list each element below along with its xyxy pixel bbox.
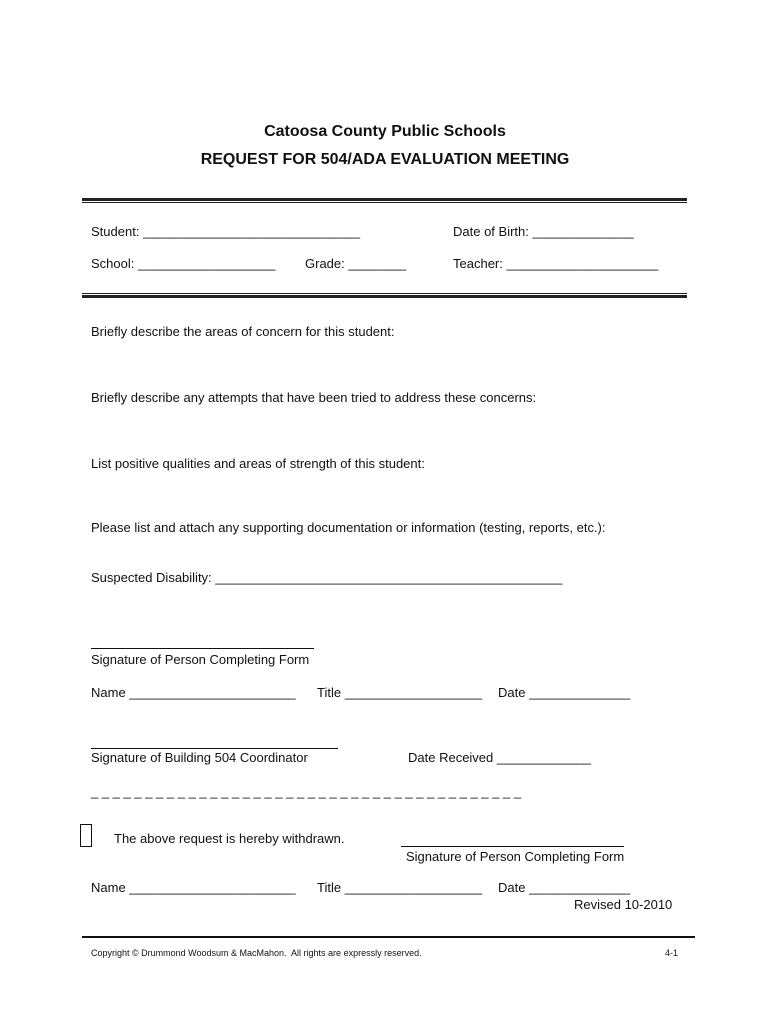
cut-line-divider: _ _ _ _ _ _ _ _ _ _ _ _ _ _ _ _ _ _ _ _ _ _ _ _ _ _ _ _ _ _ _ _ _ _ _ _ _ _ _ _ bbox=[91, 784, 522, 799]
page-number: 4-1 bbox=[665, 948, 679, 958]
withdrawal-date-field[interactable]: Date ______________ bbox=[498, 880, 631, 895]
withdrawal-title-field[interactable]: Title ___________________ bbox=[317, 880, 483, 895]
withdrawal-checkbox[interactable] bbox=[80, 824, 92, 847]
withdrawal-name-field[interactable]: Name _______________________ bbox=[91, 880, 296, 895]
form-title: REQUEST FOR 504/ADA EVALUATION MEETING bbox=[200, 151, 570, 168]
header-rule bbox=[82, 198, 687, 203]
withdrawal-statement: The above request is hereby withdrawn. bbox=[114, 831, 345, 846]
grade-field[interactable]: Grade: ________ bbox=[305, 256, 407, 271]
withdrawal-signature-label: Signature of Person Completing Form bbox=[406, 849, 625, 864]
suspected-disability-field[interactable]: Suspected Disability: ________________________________________________ bbox=[91, 570, 563, 585]
teacher-field[interactable]: Teacher: _____________________ bbox=[453, 256, 659, 271]
withdrawal-signature-line[interactable] bbox=[401, 846, 624, 847]
date-of-birth-field[interactable]: Date of Birth: ______________ bbox=[453, 224, 634, 239]
coordinator-signature-line[interactable] bbox=[91, 748, 338, 749]
school-district-name: Catoosa County Public Schools bbox=[264, 123, 506, 140]
completer-name-field[interactable]: Name _______________________ bbox=[91, 685, 296, 700]
footer-rule bbox=[82, 936, 695, 938]
date-received-field[interactable]: Date Received _____________ bbox=[408, 750, 591, 765]
info-rule bbox=[82, 293, 687, 298]
school-field[interactable]: School: ___________________ bbox=[91, 256, 276, 271]
copyright-notice: Copyright © Drummond Woodsum & MacMahon. All rights are expressly reserved. bbox=[91, 948, 422, 958]
revision-note: Revised 10-2010 bbox=[574, 897, 673, 912]
attempts-prompt: Briefly describe any attempts that have been tried to address these concerns: bbox=[91, 390, 537, 405]
coordinator-signature-label: Signature of Building 504 Coordinator bbox=[91, 750, 308, 765]
completer-date-field[interactable]: Date ______________ bbox=[498, 685, 631, 700]
completer-signature-line[interactable] bbox=[91, 648, 314, 649]
completer-title-field[interactable]: Title ___________________ bbox=[317, 685, 483, 700]
completer-signature-label: Signature of Person Completing Form bbox=[91, 652, 310, 667]
documentation-prompt: Please list and attach any supporting documentation or information (testing, reports, etc.): bbox=[91, 520, 606, 535]
student-field[interactable]: Student: ______________________________ bbox=[91, 224, 360, 239]
strengths-prompt: List positive qualities and areas of strength of this student: bbox=[91, 456, 425, 471]
concerns-prompt: Briefly describe the areas of concern for this student: bbox=[91, 324, 395, 339]
